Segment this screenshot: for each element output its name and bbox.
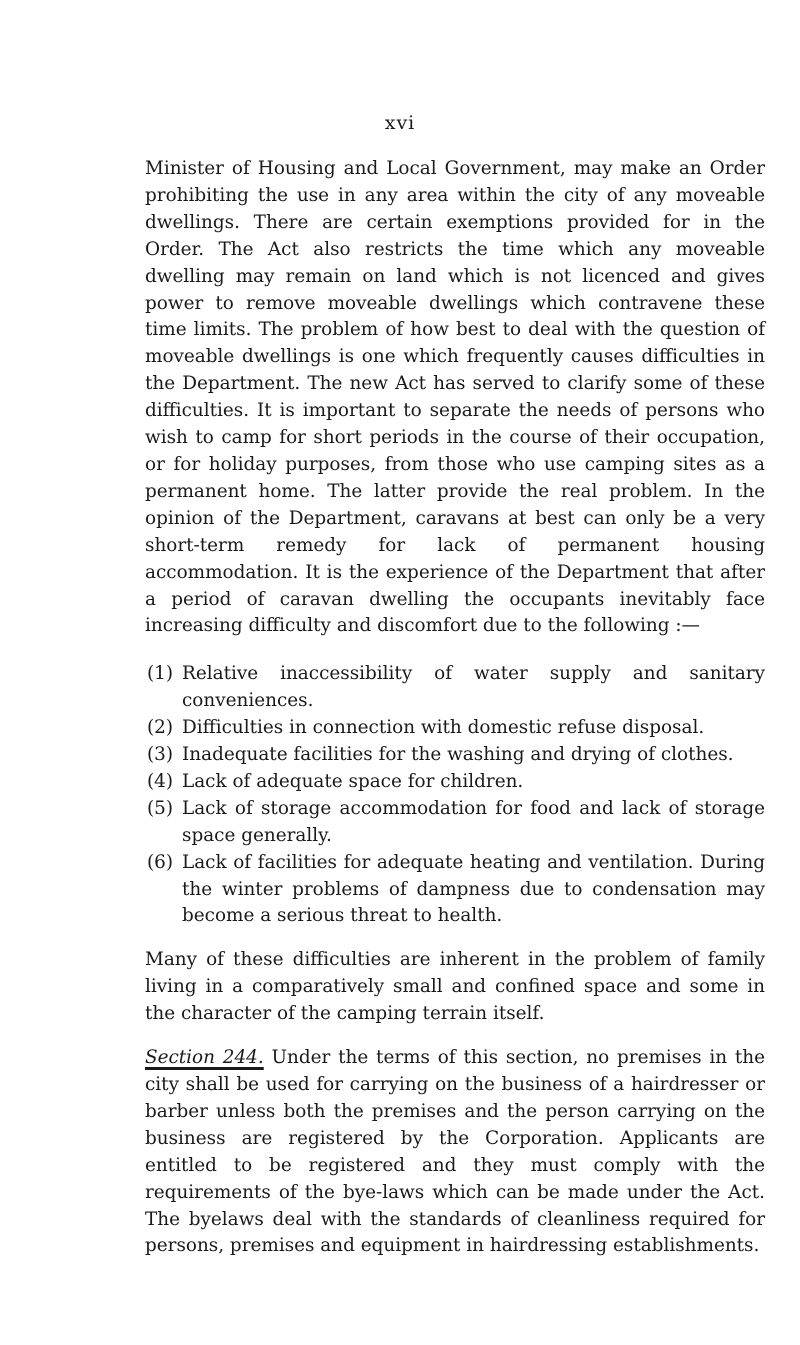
section-text: Under the terms of this section, no premises in the city shall be used for carrying on the business of a hairdresser or barber unless both the premises and the person carrying on the business are registered by the Corporation. Applicants are entitled to be registered and they must comply with the requirements of the bye-laws which can be made under the Act. The byelaws deal with the standards of cleanliness required for persons, premises and equipment in hairdressing establishments. (145, 1047, 766, 1257)
list-item-number: (4) (147, 770, 174, 792)
list-item-text: Inadequate facilities for the washing and drying of clothes. (182, 744, 734, 766)
document-body (145, 156, 765, 1260)
list-item-text: Lack of facilities for adequate heating and ventilation. During the winter problems of dampness due to condensation may become a serious threat to health. (182, 851, 765, 927)
list-item-text: Relative inaccessibility of water supply and sanitary conveniences. (182, 663, 765, 712)
list-item (145, 715, 765, 742)
list-item-number: (1) (147, 663, 174, 685)
paragraph-section-244 (145, 1045, 765, 1260)
difficulties-list (145, 661, 765, 930)
list-item (145, 769, 765, 796)
list-item-number: (5) (147, 797, 174, 819)
list-item-number: (3) (147, 744, 174, 766)
list-item (145, 850, 765, 931)
list-item-text: Difficulties in connection with domestic refuse disposal. (182, 717, 705, 739)
paragraph-moveable-dwellings: Minister of Housing and Local Government, may make an Order prohibiting the use in any area within the city of any moveable dwellings. There are certain exemptions provided for in the Order. The Act also restricts the time which any moveable dwelling may remain on land which is not licenced and gives power to remove moveable dwellings which contravene these time limits. The problem of how best to deal with the question of moveable dwellings is one which frequently causes difficulties in the Department. The new Act has served to clarify some of these difficulties. It is important to separate the needs of persons who wish to camp for short periods in the course of their occupation, or for holiday purposes, from those who use camping sites as a permanent home. The latter provide the real problem. In the opinion of the Department, caravans at best can only be a very short-term remedy for lack of permanent housing accommodation. It is the experience of the Department that after a period of caravan dwelling the occupants inevitably face increasing difficulty and discomfort due to the following :— (145, 158, 765, 637)
list-item-text: Lack of adequate space for children. (182, 770, 524, 792)
list-item-number: (2) (147, 717, 174, 739)
section-reference: Section 244. (145, 1047, 264, 1069)
list-item (145, 742, 765, 769)
list-item-text: Lack of storage accommodation for food and lack of storage space generally. (182, 797, 765, 846)
paragraph-family-living: Many of these difficulties are inherent in the problem of family living in a comparatively small and confined space and some in the character of the camping terrain itself. (145, 949, 765, 1025)
list-item (145, 796, 765, 850)
list-item (145, 661, 765, 715)
list-item-number: (6) (147, 851, 174, 873)
page-number: xvi (384, 112, 416, 134)
